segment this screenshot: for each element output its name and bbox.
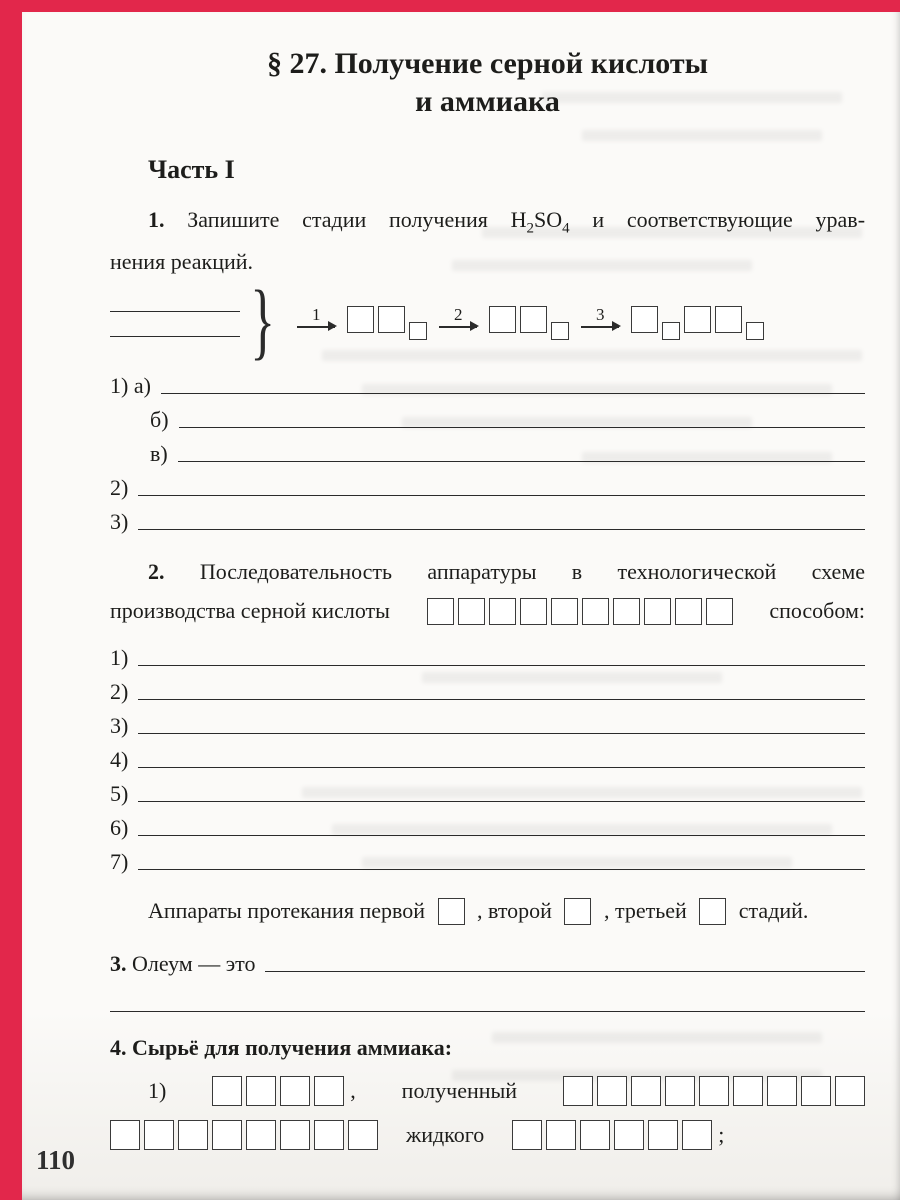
task2-answer-lines xyxy=(110,637,865,875)
answer-box[interactable] xyxy=(458,598,485,625)
right-arrow-icon xyxy=(581,326,619,328)
formula-boxes-stage3 xyxy=(631,306,764,340)
subscript-answer-box[interactable] xyxy=(551,322,569,340)
item-label: 1) xyxy=(148,1078,167,1104)
answer-box[interactable] xyxy=(378,306,405,333)
arrow-1 xyxy=(297,304,335,340)
task2-text-post: способом: xyxy=(769,598,865,624)
semicolon: ; xyxy=(718,1122,725,1148)
formula-subscript: 4 xyxy=(562,220,570,237)
answer-box[interactable] xyxy=(835,1076,865,1106)
answer-box[interactable] xyxy=(512,1120,542,1150)
task4-item1-line1 xyxy=(110,1073,865,1109)
task1-text-line1 xyxy=(110,203,865,245)
answer-box[interactable] xyxy=(767,1076,797,1106)
task1-number: 1. xyxy=(148,207,165,232)
task3-extra-line xyxy=(110,987,865,1017)
answer-box[interactable] xyxy=(546,1120,576,1150)
answer-box[interactable] xyxy=(631,306,658,333)
blank-line[interactable] xyxy=(178,461,865,462)
answer-box[interactable] xyxy=(427,598,454,625)
blank-line[interactable] xyxy=(138,665,865,666)
answer-label: 5) xyxy=(110,781,129,807)
arrow-3 xyxy=(581,304,619,340)
right-arrow-icon xyxy=(297,326,335,328)
answer-label: 1) а) xyxy=(110,373,151,399)
word-boxes-group xyxy=(512,1120,724,1150)
letter-boxes xyxy=(563,1076,865,1106)
answer-label: 6) xyxy=(110,815,129,841)
answer-box[interactable] xyxy=(699,898,726,925)
answer-box[interactable] xyxy=(212,1076,242,1106)
task2-text: Последовательность аппаратуры в технологической схеме xyxy=(199,559,866,585)
apparatus-text-post: стадий. xyxy=(738,898,809,924)
task1-answer-lines xyxy=(110,365,865,535)
answer-row xyxy=(110,841,865,875)
formula-boxes-stage2 xyxy=(489,306,569,340)
apparatus-count-line xyxy=(148,891,865,931)
answer-label: в) xyxy=(150,441,168,467)
word-boxes-group xyxy=(212,1076,356,1106)
answer-box[interactable] xyxy=(684,306,711,333)
task3-number: 3. xyxy=(110,951,127,977)
blank-line[interactable] xyxy=(110,987,865,1012)
blank-line[interactable] xyxy=(110,309,240,312)
answer-label: 4) xyxy=(110,747,129,773)
answer-box[interactable] xyxy=(644,598,671,625)
answer-box[interactable] xyxy=(438,898,465,925)
answer-box[interactable] xyxy=(110,1120,140,1150)
right-arrow-icon xyxy=(439,326,477,328)
cover-edge-top xyxy=(0,0,900,12)
task4-item1-line2 xyxy=(110,1117,865,1153)
arrow-1-label: 1 xyxy=(312,304,321,324)
apparatus-box-3[interactable] xyxy=(699,898,726,925)
blank-line[interactable] xyxy=(265,971,865,972)
answer-box[interactable] xyxy=(348,1120,378,1150)
formula-element: SO xyxy=(534,207,563,232)
task1-text-pre: Запишите стадии получения xyxy=(187,207,488,232)
answer-box[interactable] xyxy=(212,1120,242,1150)
answer-box[interactable] xyxy=(580,1120,610,1150)
answer-box[interactable] xyxy=(563,1076,593,1106)
answer-label: 1) xyxy=(110,645,129,671)
answer-row xyxy=(110,365,865,399)
apparatus-text-mid2: , третьей xyxy=(603,898,687,924)
answer-row xyxy=(110,501,865,535)
part-heading: Часть I xyxy=(148,155,235,184)
curly-brace: } xyxy=(250,272,276,369)
answer-box[interactable] xyxy=(699,1076,729,1106)
stages-diagram xyxy=(110,272,865,369)
answer-row xyxy=(150,433,865,467)
task2-text-line1 xyxy=(110,555,865,589)
blank-line[interactable] xyxy=(138,733,865,734)
answer-box[interactable] xyxy=(597,1076,627,1106)
page-number: 110 xyxy=(36,1145,76,1175)
answer-box[interactable] xyxy=(614,1120,644,1150)
answer-box[interactable] xyxy=(675,598,702,625)
blank-line[interactable] xyxy=(138,767,865,768)
answer-box[interactable] xyxy=(801,1076,831,1106)
blank-line[interactable] xyxy=(138,495,865,496)
answer-label: 3) xyxy=(110,713,129,739)
task2-text-line2 xyxy=(110,589,865,633)
answer-label: 2) xyxy=(110,679,129,705)
blank-line[interactable] xyxy=(138,835,865,836)
reagent-blanks xyxy=(110,309,240,337)
apparatus-text-pre: Аппараты протекания первой xyxy=(148,898,425,924)
answer-row xyxy=(110,637,865,671)
answer-box[interactable] xyxy=(280,1076,310,1106)
task2-text-pre: производства серной кислоты xyxy=(110,598,390,624)
answer-box[interactable] xyxy=(682,1120,712,1150)
cover-edge-left xyxy=(0,0,22,1200)
answer-box[interactable] xyxy=(665,1076,695,1106)
task4-word1: полученный xyxy=(401,1078,518,1104)
answer-label: 3) xyxy=(110,509,129,535)
h2so4-formula xyxy=(510,207,570,237)
comma: , xyxy=(350,1078,356,1104)
blank-line[interactable] xyxy=(138,801,865,802)
task4-heading-text: Сырьё для получения аммиака: xyxy=(132,1035,453,1061)
answer-box[interactable] xyxy=(520,598,547,625)
answer-box[interactable] xyxy=(314,1120,344,1150)
answer-box[interactable] xyxy=(280,1120,310,1150)
answer-box[interactable] xyxy=(551,598,578,625)
paper xyxy=(22,12,900,1200)
answer-box[interactable] xyxy=(246,1076,276,1106)
task4-heading xyxy=(110,1035,865,1061)
task4-number: 4. xyxy=(110,1035,127,1061)
letter-boxes xyxy=(212,1076,344,1106)
answer-box[interactable] xyxy=(715,306,742,333)
task4-word2: жидкого xyxy=(406,1122,485,1148)
answer-box[interactable] xyxy=(489,598,516,625)
arrow-2 xyxy=(439,304,477,340)
letter-boxes xyxy=(512,1120,712,1150)
answer-box[interactable] xyxy=(144,1120,174,1150)
arrow-3-label: 3 xyxy=(596,304,605,324)
subscript-answer-box[interactable] xyxy=(746,322,764,340)
answer-box[interactable] xyxy=(706,598,733,625)
page-content xyxy=(110,45,865,1153)
blank-line[interactable] xyxy=(110,334,240,337)
answer-label: 7) xyxy=(110,849,129,875)
answer-box[interactable] xyxy=(733,1076,763,1106)
task3-line xyxy=(110,943,865,977)
answer-row xyxy=(110,773,865,807)
apparatus-box-2[interactable] xyxy=(564,898,591,925)
method-letter-boxes xyxy=(427,598,733,625)
answer-box[interactable] xyxy=(489,306,516,333)
answer-box[interactable] xyxy=(613,598,640,625)
blank-line[interactable] xyxy=(138,529,865,530)
answer-box[interactable] xyxy=(648,1120,678,1150)
answer-box[interactable] xyxy=(178,1120,208,1150)
answer-box[interactable] xyxy=(520,306,547,333)
answer-box[interactable] xyxy=(582,598,609,625)
formula-subscript: 2 xyxy=(526,220,535,237)
answer-box[interactable] xyxy=(631,1076,661,1106)
subscript-answer-box[interactable] xyxy=(662,322,680,340)
task1-text-line2: нения реакций. xyxy=(110,249,254,275)
letter-boxes xyxy=(110,1120,378,1150)
task2-number: 2. xyxy=(148,559,165,585)
section-title-line1: § 27. Получение серной кислоты xyxy=(266,47,709,80)
answer-label: 2) xyxy=(110,475,129,501)
blank-line[interactable] xyxy=(138,699,865,700)
task3-text: Олеум — это xyxy=(132,951,256,977)
blank-line[interactable] xyxy=(179,427,865,428)
apparatus-text-mid1: , второй xyxy=(477,898,552,924)
task1-text-post: и соответствующие урав- xyxy=(592,207,866,232)
answer-row xyxy=(110,671,865,705)
section-title xyxy=(110,45,865,121)
answer-box[interactable] xyxy=(246,1120,276,1150)
blank-line[interactable] xyxy=(161,393,865,394)
blank-line[interactable] xyxy=(138,869,865,870)
answer-row xyxy=(110,467,865,501)
answer-row xyxy=(150,399,865,433)
answer-row xyxy=(110,705,865,739)
arrow-2-label: 2 xyxy=(454,304,463,324)
answer-box[interactable] xyxy=(564,898,591,925)
answer-row xyxy=(110,739,865,773)
apparatus-box-1[interactable] xyxy=(438,898,465,925)
subscript-answer-box[interactable] xyxy=(409,322,427,340)
answer-box[interactable] xyxy=(314,1076,344,1106)
formula-element: H xyxy=(510,207,527,232)
section-title-line2: и аммиака xyxy=(415,85,560,118)
answer-box[interactable] xyxy=(347,306,374,333)
formula-boxes-stage1 xyxy=(347,306,427,340)
answer-label: б) xyxy=(150,407,169,433)
answer-row xyxy=(110,807,865,841)
